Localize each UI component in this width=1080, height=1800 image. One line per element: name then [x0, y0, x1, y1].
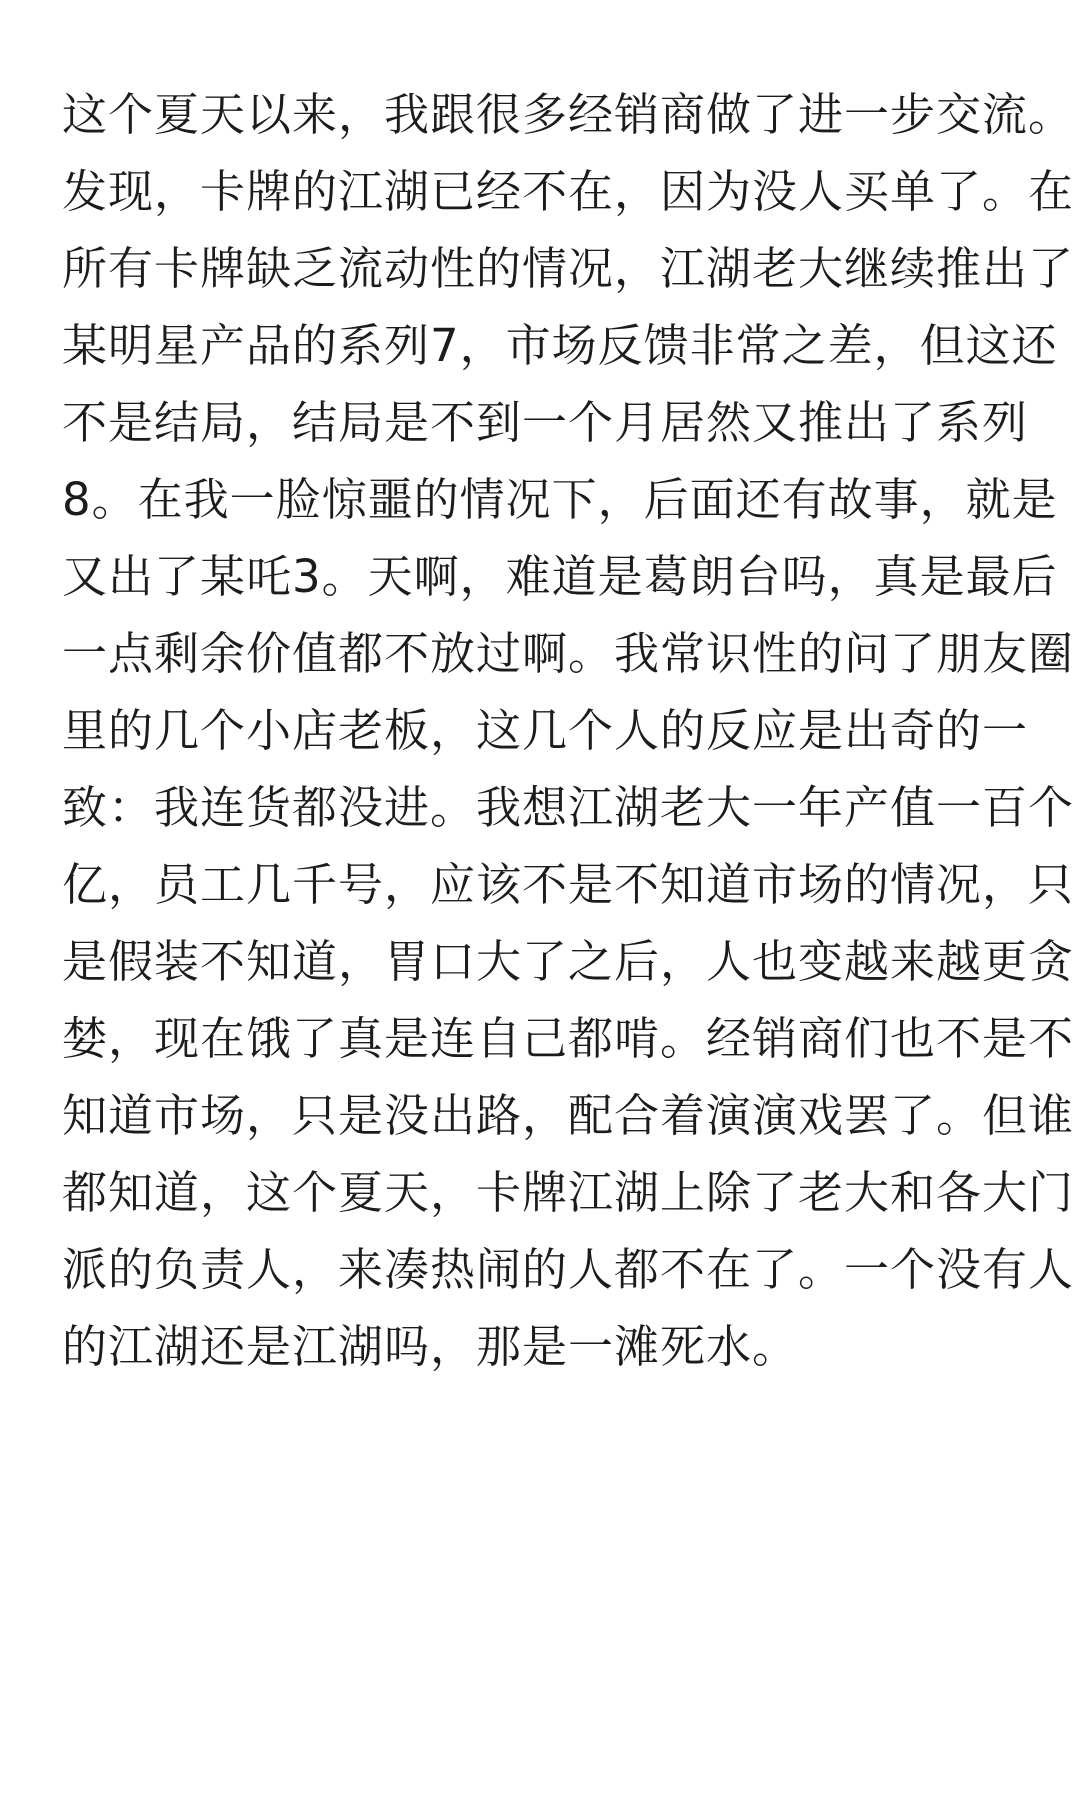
article-body: [62, 76, 1075, 1385]
article-line: 一点剩余价值都不放过啊。我常识性的问了朋友圈: [62, 627, 1075, 680]
article-line: 发现，卡牌的江湖已经不在，因为没人买单了。在: [62, 165, 1075, 218]
article-line: 某明星产品的系列7，市场反馈非常之差，但这还: [62, 319, 1058, 372]
article-line: 里的几个小店老板，这几个人的反应是出奇的一: [62, 704, 1029, 757]
article-line: 的江湖还是江湖吗，那是一滩死水。: [62, 1320, 799, 1373]
article-line: 都知道，这个夏天，卡牌江湖上除了老大和各大门: [62, 1166, 1075, 1219]
article-line: 这个夏天以来，我跟很多经销商做了进一步交流。: [62, 88, 1075, 141]
article-line: 是假装不知道，胃口大了之后，人也变越来越更贪: [62, 935, 1075, 988]
article-line: 不是结局，结局是不到一个月居然又推出了系列: [62, 396, 1029, 449]
article-line: 8。在我一脸惊噩的情况下，后面还有故事，就是: [62, 473, 1058, 526]
article-line: 知道市场，只是没出路，配合着演演戏罢了。但谁: [62, 1089, 1075, 1142]
article-line: 又出了某吒3。天啊，难道是葛朗台吗，真是最后: [62, 550, 1058, 603]
article-line: 致：我连货都没进。我想江湖老大一年产值一百个: [62, 781, 1075, 834]
article-line: 婪，现在饿了真是连自己都啃。经销商们也不是不: [62, 1012, 1075, 1065]
article-line: 亿，员工几千号，应该不是不知道市场的情况，只: [62, 858, 1075, 911]
article-line: 所有卡牌缺乏流动性的情况，江湖老大继续推出了: [62, 242, 1075, 295]
article-line: 派的负责人，来凑热闹的人都不在了。一个没有人: [62, 1243, 1075, 1296]
